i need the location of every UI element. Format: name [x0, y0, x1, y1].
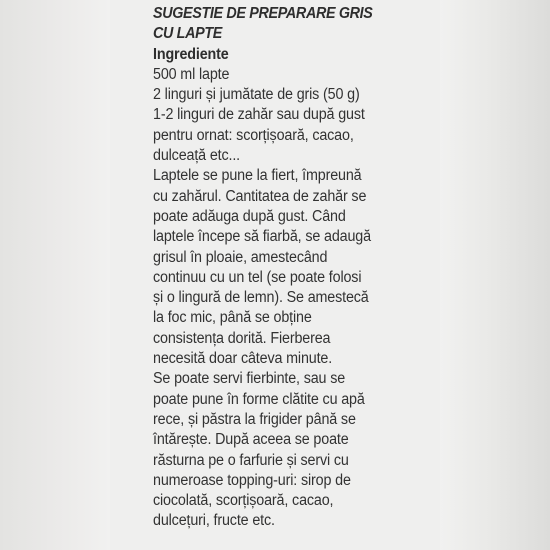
package-edge-right [440, 0, 550, 550]
method-line: la foc mic, până se obține [153, 309, 312, 327]
method-line: Se poate servi fierbinte, sau se [153, 370, 346, 388]
ingredient-line: 500 ml lapte [153, 65, 230, 83]
method-line: grisul în ploaie, amestecând [153, 248, 328, 266]
recipe-title-line-2: CU LAPTE [153, 25, 222, 43]
method-line: și o lingură de lemn). Se amestecă [153, 289, 369, 307]
method-line: poate adăuga după gust. Când [153, 207, 346, 225]
package-edge-left [0, 0, 110, 550]
recipe-label [153, 4, 395, 550]
method-line: consistența dorită. Fierberea [153, 329, 331, 347]
method-line: dulcețuri, fructe etc. [153, 512, 275, 530]
method-line: rece, și păstra la frigider până se [153, 410, 356, 428]
ingredient-line: 2 linguri și jumătate de gris (50 g) [153, 86, 360, 104]
method-line: răsturna pe o farfurie și servi cu [153, 451, 349, 469]
method-line: Laptele se pune la fiert, împreună [153, 167, 362, 185]
method-line: numeroase topping-uri: sirop de [153, 471, 351, 489]
method-line: cu zahărul. Cantitatea de zahăr se [153, 187, 367, 205]
method-line: poate pune în forme clătite cu apă [153, 390, 365, 408]
ingredient-line: dulceață etc... [153, 147, 241, 165]
ingredient-line: 1-2 linguri de zahăr sau după gust [153, 106, 365, 124]
method-line: laptele începe să fiarbă, se adaugă [153, 228, 371, 246]
ingredient-line: pentru ornat: scorțișoară, cacao, [153, 126, 354, 144]
method-line: ciocolată, scorțișoară, cacao, [153, 492, 334, 510]
method-line: necesită doar câteva minute. [153, 350, 333, 368]
method-line: întărește. După aceea se poate [153, 431, 349, 449]
recipe-title-line-1: SUGESTIE DE PREPARARE GRIS [153, 5, 373, 22]
ingredients-heading: Ingrediente [153, 45, 229, 63]
method-line: continuu cu un tel (se poate folosi [153, 268, 362, 286]
